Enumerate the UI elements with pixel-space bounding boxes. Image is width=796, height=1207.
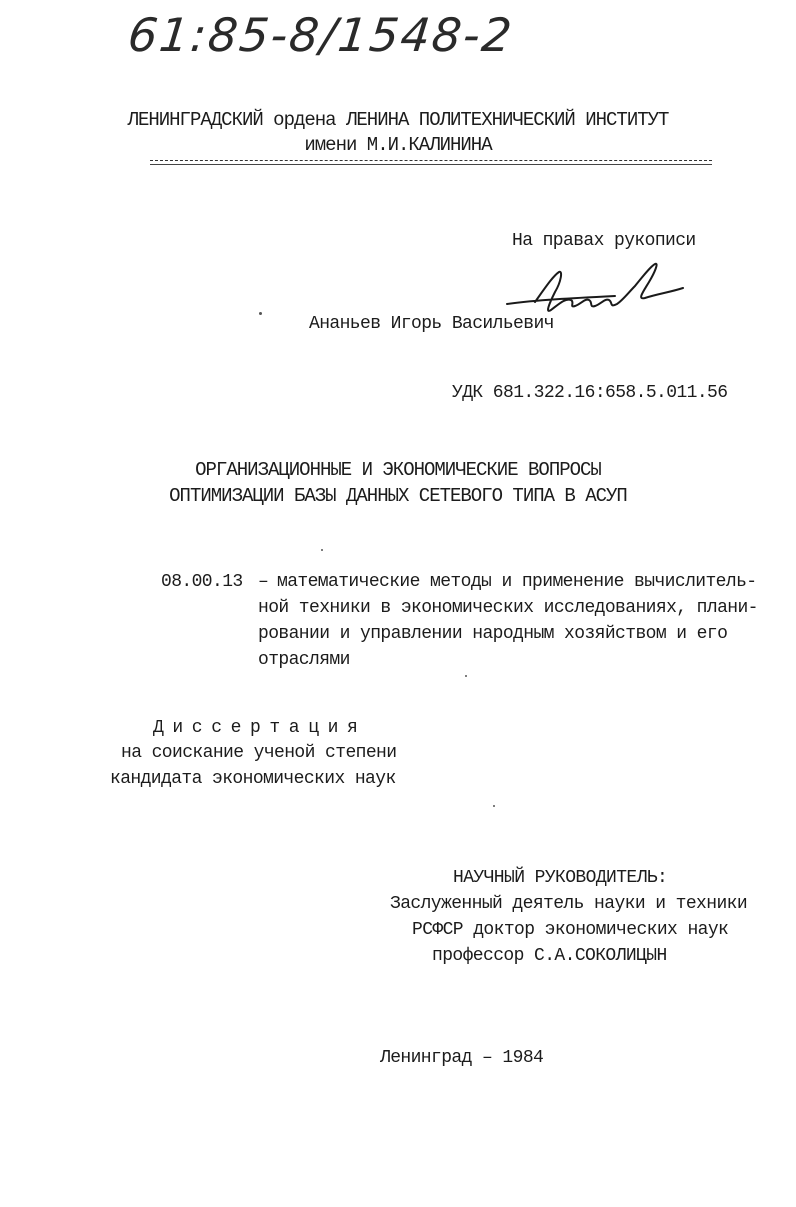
header-rule-dashed bbox=[150, 160, 712, 161]
specialty-line-2: ной техники в экономических исследованиях, плани- bbox=[258, 598, 758, 618]
author-name: Ананьев Игорь Васильевич bbox=[309, 314, 554, 334]
dissertation-heading: Диссертация bbox=[153, 718, 367, 738]
place-and-year: Ленинград – 1984 bbox=[380, 1048, 544, 1068]
supervisor-title-line: Заслуженный деятель науки и техники bbox=[390, 894, 748, 914]
paper-speck bbox=[259, 312, 262, 315]
header-rule-solid bbox=[150, 164, 712, 165]
supervisor-name-line: профессор С.А.СОКОЛИЦЫН bbox=[432, 946, 667, 966]
title-line-1: ОРГАНИЗАЦИОННЫЕ И ЭКОНОМИЧЕСКИЕ ВОПРОСЫ bbox=[195, 459, 601, 481]
dissertation-degree-line: на соискание ученой степени bbox=[121, 743, 397, 763]
udc-code: УДК 681.322.16:658.5.011.56 bbox=[452, 383, 728, 403]
specialty-line-3: ровании и управлении народным хозяйством и его bbox=[258, 624, 728, 644]
supervisor-degree-line: РСФСР доктор экономических наук bbox=[412, 920, 729, 940]
specialty-line-1: математические методы и применение вычислитель- bbox=[277, 572, 757, 592]
specialty-dash: – bbox=[258, 572, 269, 592]
rights-note: На правах рукописи bbox=[512, 231, 696, 251]
supervisor-heading: НАУЧНЫЙ РУКОВОДИТЕЛЬ: bbox=[453, 868, 668, 888]
archive-code-handwritten: 61:85-8/1548-2 bbox=[125, 8, 517, 62]
institution-line-2: имени М.И.КАЛИНИНА bbox=[304, 134, 492, 156]
dissertation-field-line: кандидата экономических наук bbox=[110, 769, 396, 789]
paper-speck bbox=[465, 675, 467, 677]
paper-speck bbox=[493, 805, 495, 807]
specialty-line-4: отраслями bbox=[258, 650, 350, 670]
title-line-2: ОПТИМИЗАЦИИ БАЗЫ ДАННЫХ СЕТЕВОГО ТИПА В АСУП bbox=[169, 485, 627, 507]
institution-line-1: ЛЕНИНГРАДСКИЙ ордена ЛЕНИНА ПОЛИТЕХНИЧЕСКИЙ ИНСТИТУТ bbox=[127, 109, 669, 131]
specialty-code: 08.00.13 bbox=[161, 572, 243, 592]
paper-speck bbox=[321, 549, 323, 551]
